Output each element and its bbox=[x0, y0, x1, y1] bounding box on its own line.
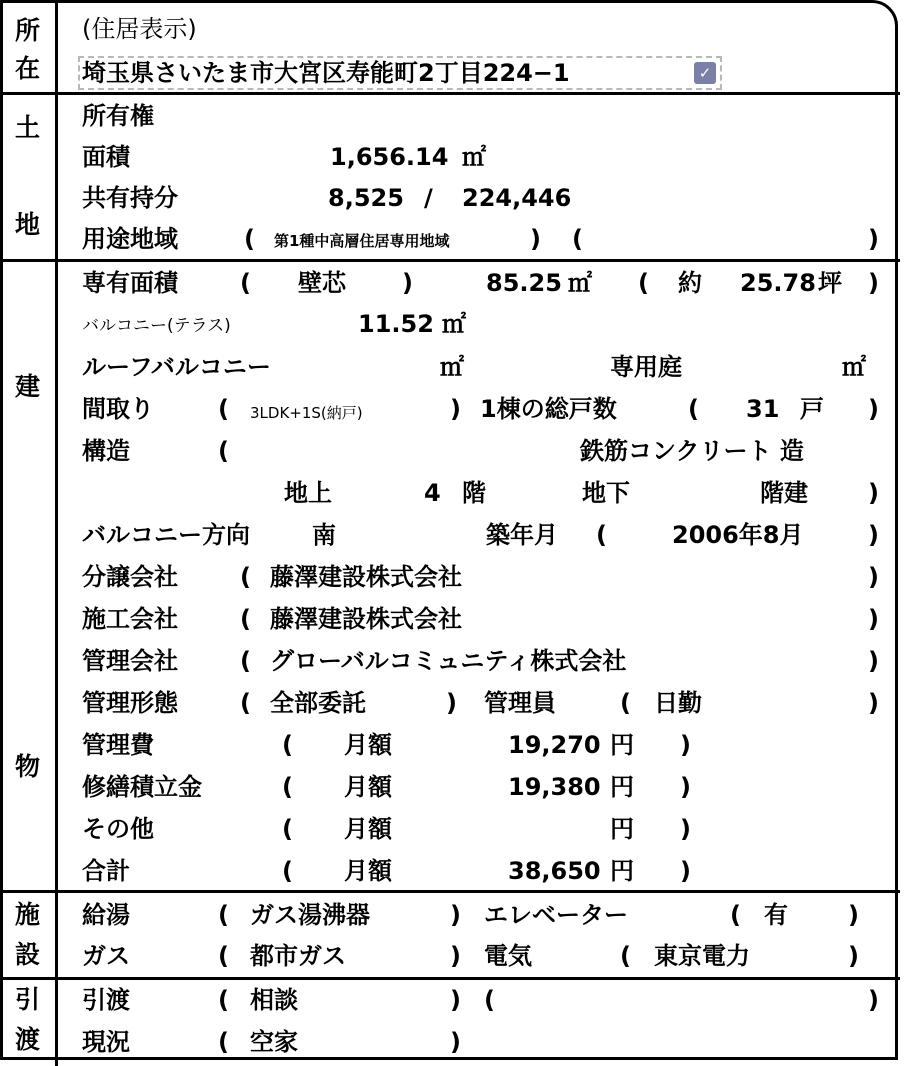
fee-close: ) bbox=[680, 857, 691, 885]
side-label-land-2: 地 bbox=[14, 210, 40, 239]
fee-close: ) bbox=[680, 731, 691, 759]
fee-yen: 円 bbox=[610, 857, 634, 885]
handover-open-2: ( bbox=[484, 986, 495, 1014]
contractor-close: ) bbox=[868, 605, 879, 633]
balcony-unit: ㎡ bbox=[442, 310, 466, 338]
land-zone-label: 用途地域 bbox=[82, 225, 178, 253]
manager-staff-close: ) bbox=[868, 689, 879, 717]
side-label-handover-1: 引 bbox=[14, 985, 40, 1014]
contractor-value: 藤澤建設株式会社 bbox=[270, 605, 462, 633]
built-date-value: 2006年8月 bbox=[672, 521, 804, 549]
above-ground-unit: 階 bbox=[462, 479, 486, 507]
gas-open: ( bbox=[218, 942, 229, 970]
management-company-value: グローバルコミュニティ株式会社 bbox=[270, 647, 627, 675]
built-date-close: ) bbox=[868, 521, 879, 549]
gas-value: 都市ガス bbox=[250, 942, 346, 970]
electricity-close: ) bbox=[848, 942, 859, 970]
layout-close: ) bbox=[450, 395, 461, 423]
manager-staff-label: 管理員 bbox=[484, 689, 556, 717]
elevator-value: 有 bbox=[764, 901, 788, 929]
land-share-numerator: 8,525 bbox=[328, 184, 404, 212]
built-date-label: 築年月 bbox=[486, 521, 558, 549]
fee-label: その他 bbox=[82, 815, 154, 843]
fee-yen: 円 bbox=[610, 815, 634, 843]
above-ground-value: 4 bbox=[424, 479, 441, 507]
side-label-building-2: 物 bbox=[14, 752, 40, 781]
management-form-close: ) bbox=[446, 689, 457, 717]
fee-close: ) bbox=[680, 773, 691, 801]
land-share-denominator: 224,446 bbox=[462, 184, 572, 212]
handover-label: 引渡 bbox=[82, 986, 130, 1014]
hot-water-open: ( bbox=[218, 901, 229, 929]
management-company-close: ) bbox=[868, 647, 879, 675]
management-company-label: 管理会社 bbox=[82, 647, 178, 675]
fee-open: ( bbox=[282, 731, 293, 759]
fee-period: 月額 bbox=[344, 731, 392, 759]
handover-open: ( bbox=[218, 986, 229, 1014]
garden-unit: ㎡ bbox=[842, 353, 866, 381]
contractor-label: 施工会社 bbox=[82, 605, 178, 633]
structure-open: ( bbox=[218, 437, 229, 465]
land-share-slash: / bbox=[424, 184, 433, 212]
divider-building-facility bbox=[0, 890, 900, 893]
tsubo-close: ) bbox=[868, 269, 879, 297]
fee-amount: 38,650 bbox=[508, 857, 601, 885]
divider-location-land bbox=[0, 92, 900, 95]
hot-water-value: ガス湯沸器 bbox=[250, 901, 370, 929]
elevator-label: エレベーター bbox=[484, 901, 628, 929]
land-zone-value: 第1種中高層住居専用地域 bbox=[274, 232, 450, 250]
gas-close: ) bbox=[450, 942, 461, 970]
developer-close: ) bbox=[868, 563, 879, 591]
total-units-close: ) bbox=[868, 395, 879, 423]
exclusive-area-close: ) bbox=[402, 269, 413, 297]
fee-period: 月額 bbox=[344, 857, 392, 885]
structure-label: 構造 bbox=[82, 437, 130, 465]
checkbox-icon[interactable]: ✓ bbox=[694, 62, 716, 84]
developer-value: 藤澤建設株式会社 bbox=[270, 563, 462, 591]
fee-yen: 円 bbox=[610, 731, 634, 759]
contractor-open: ( bbox=[240, 605, 251, 633]
side-label-building-1: 建 bbox=[14, 372, 40, 401]
built-date-open: ( bbox=[596, 521, 607, 549]
manager-staff-open: ( bbox=[620, 689, 631, 717]
floors-label: 階建 bbox=[760, 479, 808, 507]
address-value[interactable]: 埼玉県さいたま市大宮区寿能町2丁目224−1 bbox=[82, 59, 570, 87]
elevator-close: ) bbox=[848, 901, 859, 929]
land-area-label: 面積 bbox=[82, 143, 130, 171]
electricity-open: ( bbox=[620, 942, 631, 970]
handover-close-2: ) bbox=[868, 986, 879, 1014]
side-label-handover-2: 渡 bbox=[14, 1025, 40, 1054]
balcony-value: 11.52 bbox=[358, 310, 434, 338]
fee-close: ) bbox=[680, 815, 691, 843]
fee-open: ( bbox=[282, 857, 293, 885]
management-form-open: ( bbox=[240, 689, 251, 717]
land-share-label: 共有持分 bbox=[82, 184, 178, 212]
below-ground-label: 地下 bbox=[582, 479, 630, 507]
exclusive-area-basis: 壁芯 bbox=[298, 269, 346, 297]
handover-close: ) bbox=[450, 986, 461, 1014]
side-label-land-1: 土 bbox=[14, 113, 40, 142]
total-units-unit: 戸 bbox=[800, 395, 824, 423]
side-label-facility-2: 設 bbox=[14, 940, 40, 969]
current-status-open: ( bbox=[218, 1028, 229, 1056]
fee-yen: 円 bbox=[610, 773, 634, 801]
total-units-label: 1棟の総戸数 bbox=[480, 395, 617, 423]
exclusive-area-unit: ㎡ bbox=[568, 269, 592, 297]
side-label-location-2: 在 bbox=[14, 54, 40, 83]
tsubo-unit: 坪 bbox=[818, 269, 842, 297]
fee-label: 管理費 bbox=[82, 731, 154, 759]
land-ownership: 所有権 bbox=[82, 102, 154, 130]
fee-label: 合計 bbox=[82, 857, 130, 885]
address-display-label: (住居表示) bbox=[82, 15, 197, 43]
balcony-direction-value: 南 bbox=[312, 521, 336, 549]
land-area-value: 1,656.14 bbox=[330, 143, 449, 171]
column-divider bbox=[55, 0, 58, 1066]
land-zone-open: ( bbox=[244, 225, 255, 253]
total-units-open: ( bbox=[688, 395, 699, 423]
side-label-location-1: 所 bbox=[14, 16, 40, 45]
developer-label: 分譲会社 bbox=[82, 563, 178, 591]
layout-label: 間取り bbox=[82, 395, 154, 423]
land-zone-open-2: ( bbox=[572, 225, 583, 253]
handover-value: 相談 bbox=[250, 986, 298, 1014]
layout-open: ( bbox=[218, 395, 229, 423]
fee-period: 月額 bbox=[344, 815, 392, 843]
tsubo-value: 25.78 bbox=[740, 269, 816, 297]
tsubo-label: 約 bbox=[678, 269, 702, 297]
management-form-value: 全部委託 bbox=[270, 689, 366, 717]
floors-close: ) bbox=[868, 479, 879, 507]
garden-label: 専用庭 bbox=[610, 353, 682, 381]
fee-open: ( bbox=[282, 815, 293, 843]
fee-label: 修繕積立金 bbox=[82, 773, 202, 801]
roof-balcony-label: ルーフバルコニー bbox=[82, 353, 271, 381]
land-zone-close-2: ) bbox=[868, 225, 879, 253]
balcony-direction-label: バルコニー方向 bbox=[82, 521, 250, 549]
elevator-open: ( bbox=[730, 901, 741, 929]
current-status-value: 空家 bbox=[250, 1028, 298, 1056]
land-zone-close: ) bbox=[530, 225, 541, 253]
current-status-label: 現況 bbox=[82, 1028, 130, 1056]
management-company-open: ( bbox=[240, 647, 251, 675]
management-form-label: 管理形態 bbox=[82, 689, 178, 717]
fee-amount: 19,380 bbox=[508, 773, 601, 801]
fee-open: ( bbox=[282, 773, 293, 801]
side-label-facility-1: 施 bbox=[14, 900, 40, 929]
electricity-label: 電気 bbox=[484, 942, 532, 970]
fee-amount: 19,270 bbox=[508, 731, 601, 759]
exclusive-area-value: 85.25 bbox=[486, 269, 562, 297]
divider-land-building bbox=[0, 259, 900, 262]
hot-water-close: ) bbox=[450, 901, 461, 929]
gas-label: ガス bbox=[82, 942, 130, 970]
exclusive-area-label: 専有面積 bbox=[82, 269, 178, 297]
electricity-value: 東京電力 bbox=[654, 942, 750, 970]
hot-water-label: 給湯 bbox=[82, 901, 130, 929]
current-status-close: ) bbox=[450, 1028, 461, 1056]
manager-staff-value: 日勤 bbox=[654, 689, 702, 717]
above-ground-label: 地上 bbox=[284, 479, 332, 507]
divider-facility-handover bbox=[0, 977, 900, 980]
exclusive-area-open: ( bbox=[240, 269, 251, 297]
fee-period: 月額 bbox=[344, 773, 392, 801]
tsubo-open: ( bbox=[638, 269, 649, 297]
land-area-unit: ㎡ bbox=[462, 143, 486, 171]
developer-open: ( bbox=[240, 563, 251, 591]
roof-balcony-unit: ㎡ bbox=[440, 353, 464, 381]
balcony-label: バルコニー(テラス) bbox=[82, 316, 231, 336]
layout-value: 3LDK+1S(納戸) bbox=[250, 404, 363, 422]
structure-value: 鉄筋コンクリート 造 bbox=[580, 437, 804, 465]
total-units-value: 31 bbox=[746, 395, 780, 423]
